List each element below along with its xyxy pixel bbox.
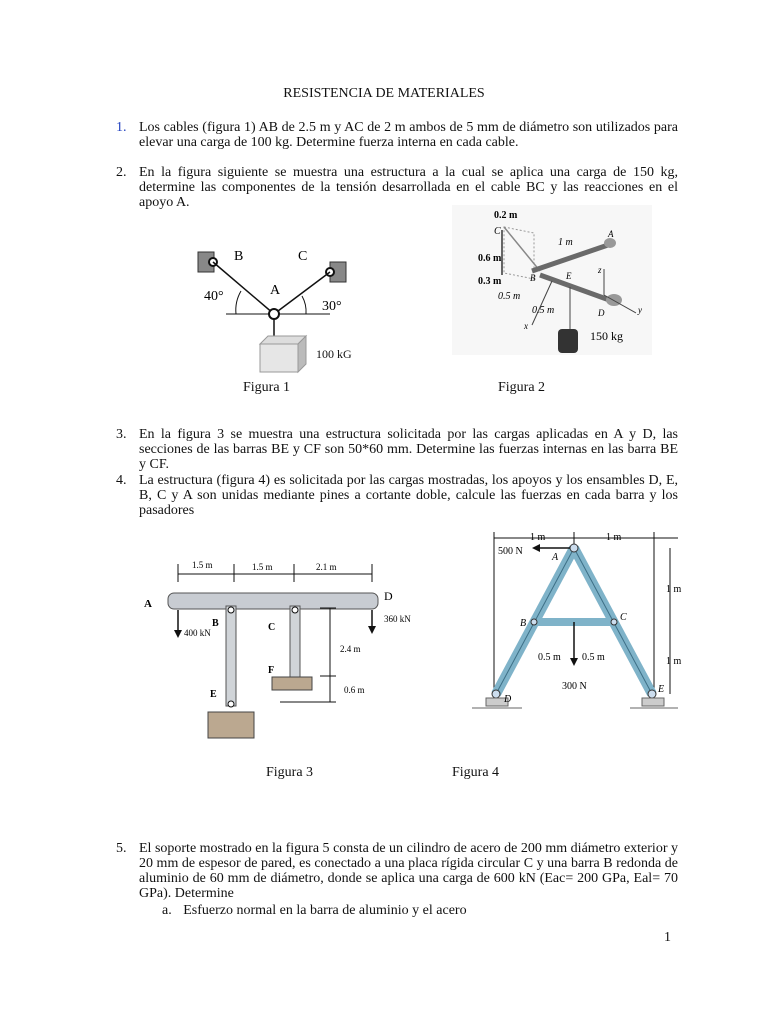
caption-figure-4: Figura 4 bbox=[452, 765, 500, 780]
dim-03: 0.3 m bbox=[478, 276, 502, 287]
label-a: A bbox=[270, 283, 281, 298]
label-c: C bbox=[620, 612, 627, 623]
problem-4 bbox=[116, 473, 678, 518]
label-b: B bbox=[212, 618, 219, 629]
caption-figure-3: Figura 3 bbox=[266, 765, 314, 780]
problem-5 bbox=[116, 841, 678, 901]
dim-1: 1 m bbox=[558, 237, 573, 248]
dim-05b: 0.5 m bbox=[582, 652, 605, 663]
pin-b bbox=[531, 619, 537, 625]
load-label-d: 360 kN bbox=[384, 614, 411, 624]
sub-item-label: a. bbox=[162, 903, 172, 918]
dim-1b: 1 m bbox=[606, 532, 622, 543]
problem-text: En la figura siguiente se muestra una estructura a la cual se aplica una carga de 150 kg, determine las componentes de la tensión desarrollada en el cable BC y las reacciones en el apoyo A. bbox=[139, 165, 678, 210]
ring-a bbox=[269, 309, 279, 319]
label-d: D bbox=[598, 308, 605, 318]
label-c: C bbox=[268, 622, 276, 633]
pin-c bbox=[611, 619, 617, 625]
pin-e bbox=[648, 690, 656, 698]
load-label: 150 kg bbox=[590, 329, 623, 343]
ground-e bbox=[208, 712, 254, 738]
problem-text: Los cables (figura 1) AB de 2.5 m y AC de 2 m ambos de 5 mm de diámetro son utilizados para elevar una carga de 100 kg. Determine fuerza interna en cada cable. bbox=[139, 120, 678, 150]
figure-4 bbox=[464, 526, 694, 726]
label-f: F bbox=[268, 665, 275, 676]
dim-21: 2.1 m bbox=[316, 562, 337, 572]
dim-15a: 1.5 m bbox=[192, 560, 213, 570]
dim-1c: 1 m bbox=[666, 584, 682, 595]
sub-item-text: Esfuerzo normal en la barra de aluminio y el acero bbox=[183, 903, 467, 918]
load-arrowhead-top bbox=[532, 544, 540, 552]
label-d: D bbox=[504, 694, 512, 705]
caption-figure-1: Figura 1 bbox=[243, 380, 291, 395]
problem-2 bbox=[116, 165, 678, 210]
pin-e bbox=[228, 701, 234, 707]
sub-item-a bbox=[162, 903, 662, 919]
label-a: A bbox=[144, 598, 152, 610]
problem-3 bbox=[116, 427, 678, 472]
bar-be bbox=[226, 606, 236, 706]
problem-text: La estructura (figura 4) es solicitada por las cargas mostradas, los apoyos y los ensambles D, E, B, C y A son unidas mediante pines a cortante doble, calcule las fuerzas en cada barra y los pasadores bbox=[139, 473, 678, 518]
label-x: x bbox=[524, 321, 528, 331]
support-a bbox=[604, 238, 616, 248]
dim-1a: 1 m bbox=[530, 532, 546, 543]
load-arrowhead-a bbox=[174, 630, 182, 638]
dim-05a: 0.5 m bbox=[498, 291, 521, 302]
load-label-top: 500 N bbox=[498, 546, 523, 557]
problem-text: El soporte mostrado en la figura 5 consta de un cilindro de acero de 200 mm diámetro exterior y 20 mm de espesor de pared, es conectado a una placa rígida circular C y una barra B redonda de aluminio de 60 mm de diámetro, donde se aplica una carga de 600 kN (Eac= 200 GPa, Eal= 70 GPa). Determine bbox=[139, 841, 678, 901]
dim-06: 0.6 m bbox=[344, 685, 365, 695]
label-d: D bbox=[384, 589, 393, 603]
label-b: B bbox=[530, 273, 536, 283]
label-y: y bbox=[638, 305, 642, 315]
angle-arc-left bbox=[236, 291, 241, 314]
angle-left: 40° bbox=[204, 289, 224, 304]
weight bbox=[558, 329, 578, 353]
label-a: A bbox=[608, 229, 614, 239]
figure-3 bbox=[140, 556, 430, 746]
label-c: C bbox=[298, 249, 308, 264]
problem-number: 2. bbox=[116, 165, 127, 180]
dim-05a: 0.5 m bbox=[538, 652, 561, 663]
problem-text: En la figura 3 se muestra una estructura solicitada por las cargas aplicadas en A y D, las secciones de las barras BE y CF son 50*60 mm. Determine las fuerzas internas en las barra BE y CF. bbox=[139, 427, 678, 472]
label-c: C bbox=[494, 226, 501, 237]
support-e bbox=[642, 698, 664, 706]
pin-c bbox=[292, 607, 298, 613]
label-b: B bbox=[520, 618, 527, 629]
load-block bbox=[260, 344, 298, 372]
pin-a bbox=[570, 544, 578, 552]
angle-right: 30° bbox=[322, 299, 342, 314]
label-b: B bbox=[234, 249, 244, 264]
label-a: A bbox=[552, 552, 559, 563]
problem-number: 5. bbox=[116, 841, 127, 856]
ground-f bbox=[272, 677, 312, 690]
label-e: E bbox=[658, 684, 665, 695]
figure-2 bbox=[452, 205, 652, 355]
label-z: z bbox=[598, 265, 602, 275]
dim-02: 0.2 m bbox=[494, 210, 518, 221]
pin-d bbox=[492, 690, 500, 698]
dim-15b: 1.5 m bbox=[252, 562, 273, 572]
load-arrowhead-mid bbox=[570, 658, 578, 666]
angle-arc-right bbox=[302, 296, 306, 314]
cable-ab bbox=[213, 262, 274, 314]
problem-number: 1. bbox=[116, 120, 127, 135]
problem-number: 3. bbox=[116, 427, 127, 442]
label-e: E bbox=[566, 271, 572, 281]
load-label-a: 400 kN bbox=[184, 628, 211, 638]
page-number: 1 bbox=[664, 930, 671, 945]
load-label-mid: 300 N bbox=[562, 681, 587, 692]
dim-24: 2.4 m bbox=[340, 644, 361, 654]
beam-ad bbox=[168, 593, 378, 609]
dim-05b: 0.5 m bbox=[532, 305, 555, 316]
dim-1d: 1 m bbox=[666, 656, 682, 667]
page-title: RESISTENCIA DE MATERIALES bbox=[283, 86, 485, 101]
problem-number: 4. bbox=[116, 473, 127, 488]
pin-b bbox=[228, 607, 234, 613]
fig1-load-label: 100 kG bbox=[316, 347, 352, 361]
problem-1 bbox=[116, 120, 678, 150]
load-arrowhead-d bbox=[368, 626, 376, 634]
bar-cf bbox=[290, 606, 300, 678]
label-e: E bbox=[210, 689, 217, 700]
dim-06: 0.6 m bbox=[478, 253, 502, 264]
caption-figure-2: Figura 2 bbox=[498, 380, 546, 395]
